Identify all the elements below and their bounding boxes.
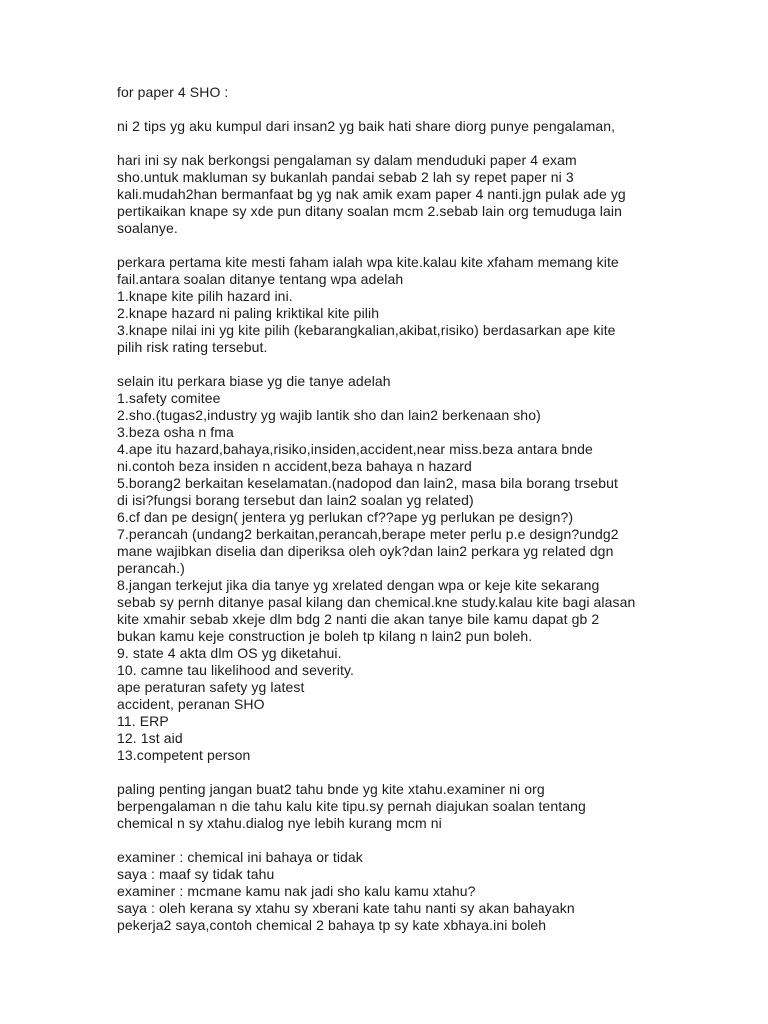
text-line: 4.ape itu hazard,bahaya,risiko,insiden,accident,near miss.beza antara bnde [117,441,593,457]
paragraph [117,373,677,764]
text-line: for paper 4 SHO : [117,84,229,100]
paragraph [117,254,677,356]
text-line: pilih risk rating tersebut. [117,339,268,355]
text-line: paling penting jangan buat2 tahu bnde yg kite xtahu.examiner ni org [117,781,545,797]
text-line: hari ini sy nak berkongsi pengalaman sy dalam menduduki paper 4 exam [117,152,577,168]
text-line: 8.jangan terkejut jika dia tanye yg xrelated dengan wpa or keje kite sekarang [117,577,600,593]
text-line: ni.contoh beza insiden n accident,beza bahaya n hazard [117,458,472,474]
text-line: pekerja2 saya,contoh chemical 2 bahaya tp sy kate xbhaya.ini boleh [117,917,547,933]
text-line: saya : maaf sy tidak tahu [117,866,275,882]
text-line: di isi?fungsi borang tersebut dan lain2 soalan yg related) [117,492,474,508]
paragraph [117,118,677,135]
text-line: examiner : chemical ini bahaya or tidak [117,849,363,865]
text-line: accident, peranan SHO [117,696,265,712]
text-line: sebab sy pernh ditanye pasal kilang dan chemical.kne study.kalau kite bagi alasan [117,594,636,610]
document-body [117,84,677,951]
text-line: pertikaikan knape sy xde pun ditany soalan mcm 2.sebab lain org temuduga lain [117,203,623,219]
paragraph [117,781,677,832]
text-line: berpengalaman n die tahu kalu kite tipu.sy pernah diajukan soalan tentang [117,798,586,814]
text-line: 2.sho.(tugas2,industry yg wajib lantik sho dan lain2 berkenaan sho) [117,407,541,423]
text-line: kite xmahir sebab xkeje dlm bdg 2 nanti die akan tanye bile kamu dapat gb 2 [117,611,600,627]
text-line: ni 2 tips yg aku kumpul dari insan2 yg baik hati share diorg punye pengalaman, [117,118,616,134]
text-line: 2.knape hazard ni paling kriktikal kite pilih [117,305,380,321]
text-line: 7.perancah (undang2 berkaitan,perancah,berape meter perlu p.e design?undg2 [117,526,619,542]
text-line: ape peraturan safety yg latest [117,679,305,695]
text-line: 1.safety comitee [117,390,221,406]
paragraph [117,84,677,101]
text-line: mane wajibkan diselia dan diperiksa oleh oyk?dan lain2 perkara yg related dgn [117,543,614,559]
text-line: fail.antara soalan ditanye tentang wpa adelah [117,271,404,287]
text-line: bukan kamu keje construction je boleh tp kilang n lain2 pun boleh. [117,628,533,644]
text-line: selain itu perkara biase yg die tanye adelah [117,373,391,389]
text-line: chemical n sy xtahu.dialog nye lebih kurang mcm ni [117,815,442,831]
text-line: 13.competent person [117,747,251,763]
text-line: 1.knape kite pilih hazard ini. [117,288,293,304]
text-line: 12. 1st aid [117,730,183,746]
text-line: kali.mudah2han bermanfaat bg yg nak amik exam paper 4 nanti.jgn pulak ade yg [117,186,626,202]
paragraph [117,849,677,934]
text-line: perkara pertama kite mesti faham ialah wpa kite.kalau kite xfaham memang kite [117,254,619,270]
text-line: 11. ERP [117,713,169,729]
text-line: 3.knape nilai ini yg kite pilih (kebarangkalian,akibat,risiko) berdasarkan ape kite [117,322,616,338]
text-line: 6.cf dan pe design( jentera yg perlukan cf??ape yg perlukan pe design?) [117,509,574,525]
text-line: sho.untuk makluman sy bukanlah pandai sebab 2 lah sy repet paper ni 3 [117,169,574,185]
text-line: soalanye. [117,220,178,236]
text-line: 3.beza osha n fma [117,424,234,440]
text-line: perancah.) [117,560,185,576]
paragraph [117,152,677,237]
text-line: saya : oleh kerana sy xtahu sy xberani kate tahu nanti sy akan bahayakn [117,900,575,916]
text-line: examiner : mcmane kamu nak jadi sho kalu kamu xtahu? [117,883,476,899]
text-line: 9. state 4 akta dlm OS yg diketahui. [117,645,342,661]
text-line: 10. camne tau likelihood and severity. [117,662,355,678]
text-line: 5.borang2 berkaitan keselamatan.(nadopod dan lain2, masa bila borang trsebut [117,475,619,491]
